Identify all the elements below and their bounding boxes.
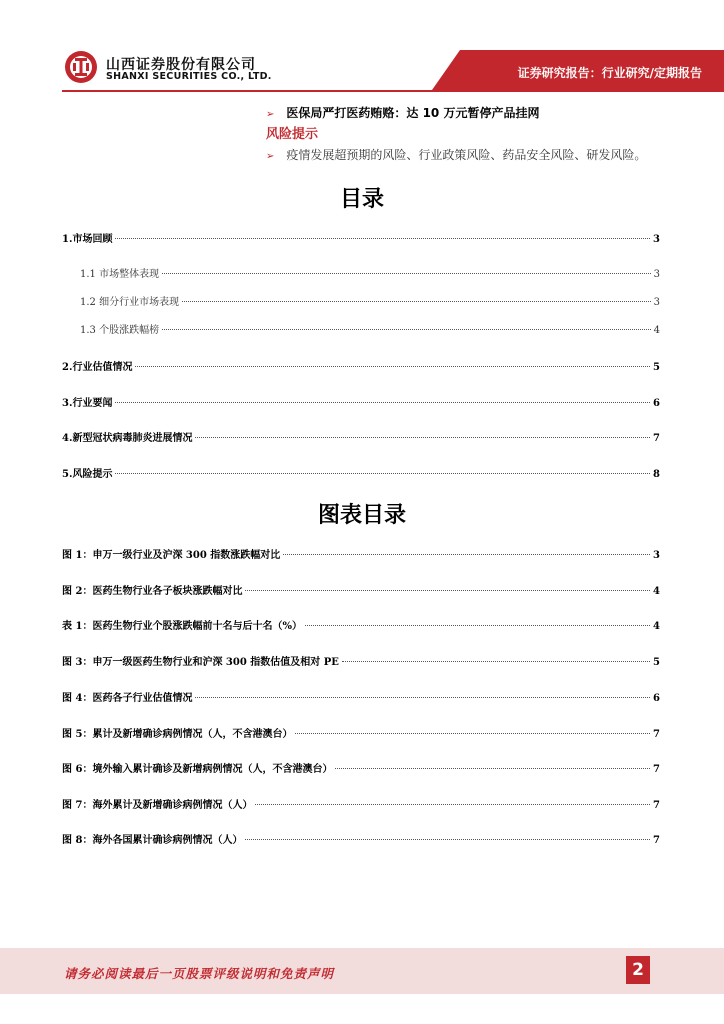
figure-entry[interactable] bbox=[62, 831, 660, 846]
toc-entry-label: 1.市场回顾 bbox=[62, 234, 113, 245]
toc-entry[interactable] bbox=[80, 265, 660, 280]
company-name-cn: 山西证券股份有限公司 bbox=[106, 57, 256, 73]
toc-entry-label: 3.行业要闻 bbox=[62, 398, 113, 409]
figure-entry[interactable] bbox=[62, 546, 660, 561]
figure-entry-label: 图 1：申万一级行业及沪深 300 指数涨跌幅对比 bbox=[62, 550, 281, 561]
toc-entry-label: 1.3 个股涨跌幅榜 bbox=[80, 325, 160, 336]
toc-entry[interactable] bbox=[62, 394, 660, 409]
toc-entry[interactable] bbox=[62, 230, 660, 245]
figure-entry-page: 7 bbox=[653, 729, 660, 740]
leader-dots bbox=[115, 402, 650, 403]
leader-dots bbox=[342, 661, 650, 662]
toc-entry[interactable] bbox=[62, 429, 660, 444]
toc-entry[interactable] bbox=[80, 293, 660, 308]
toc-entry-page: 8 bbox=[653, 469, 660, 480]
company-logo-icon bbox=[64, 50, 98, 84]
toc-entry-page: 3 bbox=[653, 269, 660, 280]
leader-dots bbox=[305, 625, 650, 626]
arrow-bullet-icon: ➢ bbox=[266, 109, 275, 120]
toc-entry[interactable] bbox=[62, 358, 660, 373]
figure-entry[interactable] bbox=[62, 582, 660, 597]
report-type: 证券研究报告：行业研究/定期报告 bbox=[517, 66, 702, 80]
figure-entry-label: 图 7：海外累计及新增确诊病例情况（人） bbox=[62, 800, 253, 811]
figure-entry-label: 图 5：累计及新增确诊病例情况（人，不含港澳台） bbox=[62, 729, 293, 740]
figure-list-title: 图表目录 bbox=[317, 503, 406, 528]
toc-entry-page: 3 bbox=[653, 297, 660, 308]
figure-entry-page: 7 bbox=[653, 800, 660, 811]
toc-entry-label: 4.新型冠状病毒肺炎进展情况 bbox=[62, 433, 193, 444]
figure-entry[interactable] bbox=[62, 617, 660, 632]
leader-dots bbox=[195, 697, 650, 698]
toc-entry-label: 1.2 细分行业市场表现 bbox=[80, 297, 180, 308]
disclaimer-notice: 请务必阅读最后一页股票评级说明和免责声明 bbox=[64, 966, 335, 981]
figure-entry-page: 7 bbox=[653, 764, 660, 775]
toc-entry-label: 1.1 市场整体表现 bbox=[80, 269, 160, 280]
leader-dots bbox=[245, 839, 650, 840]
figure-entry[interactable] bbox=[62, 689, 660, 704]
leader-dots bbox=[335, 768, 650, 769]
leader-dots bbox=[283, 554, 650, 555]
page-header bbox=[0, 0, 724, 92]
figure-entry-label: 图 6：境外输入累计确诊及新增病例情况（人，不含港澳台） bbox=[62, 764, 333, 775]
figure-entry-label: 图 8：海外各国累计确诊病例情况（人） bbox=[62, 835, 243, 846]
risk-bullet-text: 疫情发展超预期的风险、行业政策风险、药品安全风险、研发风险。 bbox=[286, 148, 647, 162]
figure-entry[interactable] bbox=[62, 796, 660, 811]
figure-entry-page: 4 bbox=[653, 621, 660, 632]
figure-entry-label: 图 3：申万一级医药生物行业和沪深 300 指数估值及相对 PE bbox=[62, 657, 339, 668]
figure-entry-page: 3 bbox=[653, 550, 660, 561]
leader-dots bbox=[255, 804, 650, 805]
leader-dots bbox=[182, 301, 651, 302]
figure-entry[interactable] bbox=[62, 760, 660, 775]
figure-entry-label: 图 4：医药各子行业估值情况 bbox=[62, 693, 193, 704]
toc-entry[interactable] bbox=[80, 321, 660, 336]
figure-entry-label: 图 2：医药生物行业各子板块涨跌幅对比 bbox=[62, 586, 243, 597]
arrow-bullet-icon: ➢ bbox=[266, 151, 275, 162]
figure-entry-page: 5 bbox=[653, 657, 660, 668]
toc-entry[interactable] bbox=[62, 465, 660, 480]
summary-bullet bbox=[266, 104, 539, 121]
toc-entry-page: 5 bbox=[653, 362, 660, 373]
figure-entry-page: 7 bbox=[653, 835, 660, 846]
figure-entry-page: 6 bbox=[653, 693, 660, 704]
leader-dots bbox=[245, 590, 650, 591]
figure-entry-label: 表 1：医药生物行业个股涨跌幅前十名与后十名（%） bbox=[62, 621, 302, 632]
leader-dots bbox=[162, 273, 651, 274]
toc-entry-page: 3 bbox=[653, 234, 660, 245]
toc-entry-page: 4 bbox=[653, 325, 660, 336]
leader-dots bbox=[115, 473, 650, 474]
leader-dots bbox=[115, 238, 650, 239]
toc-entry-label: 2.行业估值情况 bbox=[62, 362, 133, 373]
toc-entry-label: 5.风险提示 bbox=[62, 469, 113, 480]
page-number: 2 bbox=[626, 956, 650, 984]
leader-dots bbox=[195, 437, 650, 438]
leader-dots bbox=[295, 733, 650, 734]
company-name-en: SHANXI SECURITIES CO., LTD. bbox=[106, 71, 272, 82]
risk-bullet bbox=[266, 146, 646, 163]
figure-entry[interactable] bbox=[62, 653, 660, 668]
figure-entry-page: 4 bbox=[653, 586, 660, 597]
toc-entry-page: 7 bbox=[653, 433, 660, 444]
risk-heading: 风险提示 bbox=[266, 127, 319, 142]
leader-dots bbox=[135, 366, 650, 367]
leader-dots bbox=[162, 329, 651, 330]
summary-bullet-text: 医保局严打医药贿赂：达 10 万元暂停产品挂网 bbox=[286, 106, 540, 120]
header-divider bbox=[62, 90, 724, 92]
toc-entry-page: 6 bbox=[653, 398, 660, 409]
figure-entry[interactable] bbox=[62, 725, 660, 740]
toc-title: 目录 bbox=[339, 187, 384, 212]
